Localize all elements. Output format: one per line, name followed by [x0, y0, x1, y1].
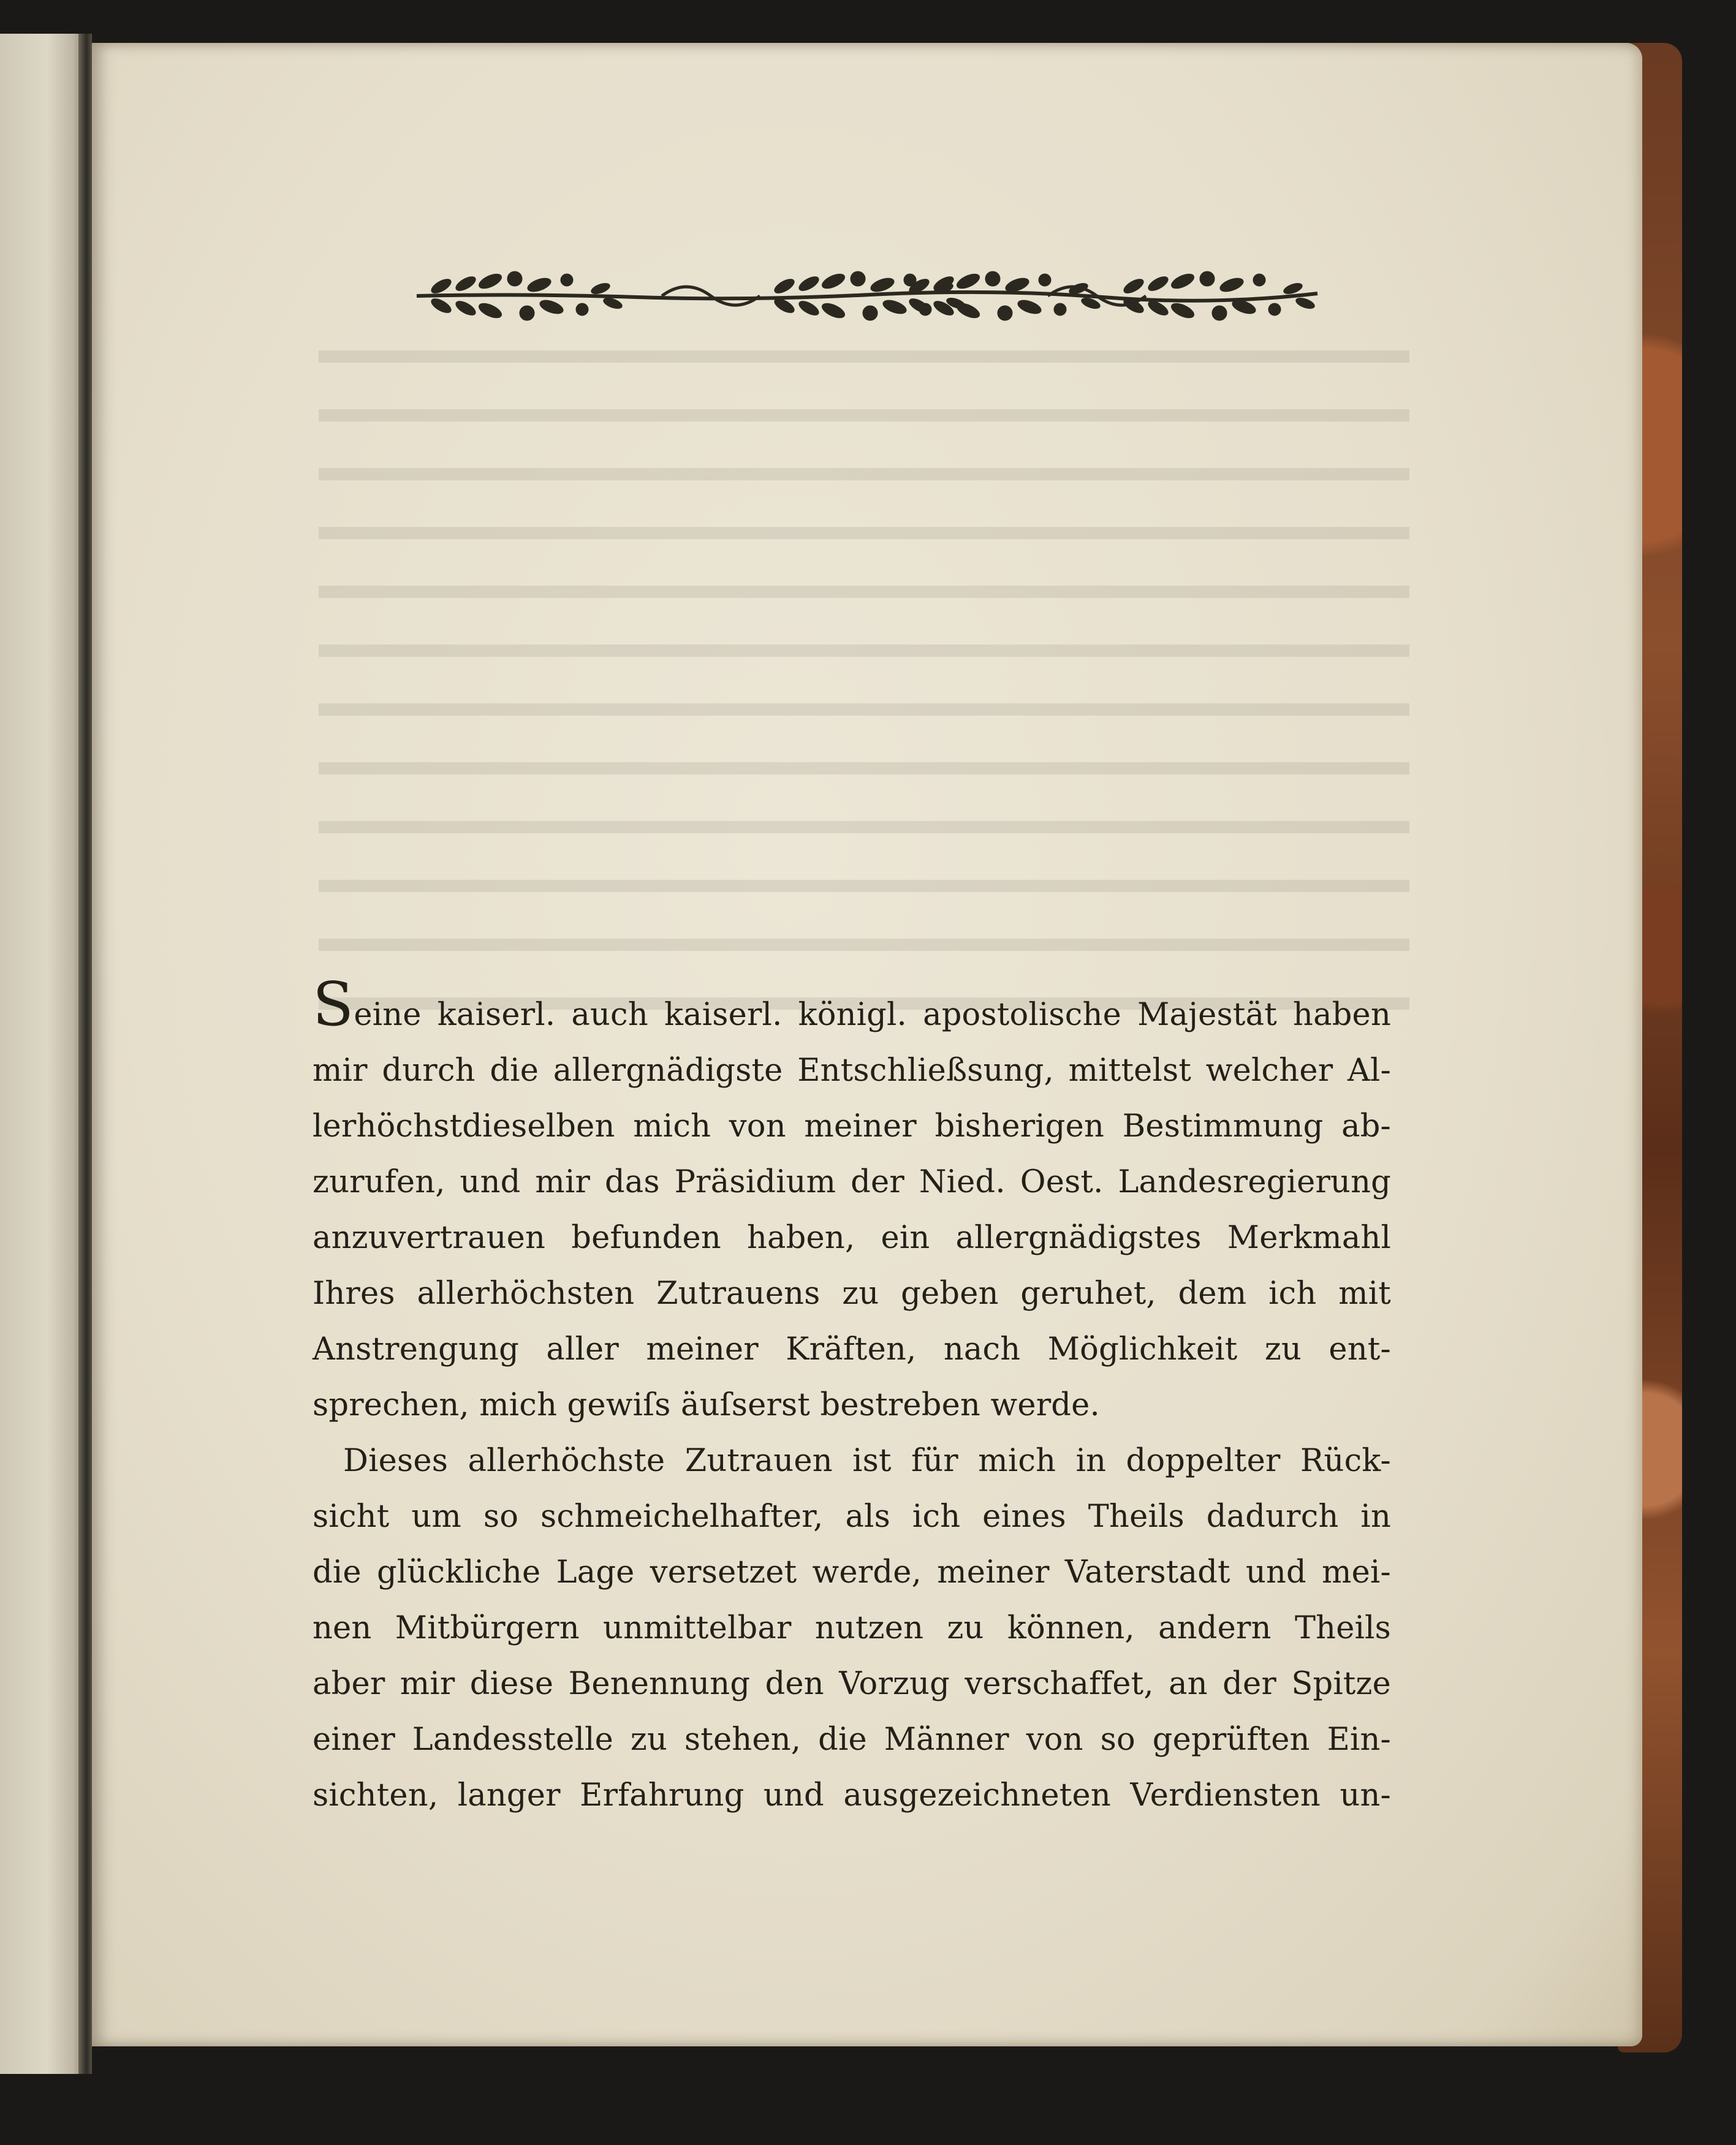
paragraph-1 [313, 970, 1391, 1433]
previous-page-edge [0, 34, 86, 2074]
text-line: lerhöchstdieselben mich von meiner bisherigen Bestimmung ab- [313, 1108, 1391, 1144]
line-text: eine kaiserl. auch kaiserl. königl. apostolische Majestät haben [354, 997, 1391, 1033]
text-line: anzuvertrauen befunden haben, ein allergnädigstes Merkmahl [313, 1220, 1391, 1256]
floral-vignette-icon [404, 254, 1330, 334]
drop-initial: S [313, 970, 354, 1040]
text-line: sprechen, mich gewiſs äuſserst bestreben werde. [313, 1387, 1100, 1423]
text-line: zurufen, und mir das Präsidium der Nied. Oest. Landesregierung [313, 1164, 1391, 1200]
text-line [313, 970, 1391, 1043]
text-line: Dieses allerhöchste Zutrauen ist für mich in doppelter Rück- [343, 1443, 1391, 1479]
text-line: einer Landesstelle zu stehen, die Männer von so geprüften Ein- [313, 1722, 1391, 1758]
paragraph-2 [313, 1433, 1391, 1823]
text-line: aber mir diese Benennung den Vorzug verschaffet, an der Spitze [313, 1666, 1391, 1702]
text-line: Ihres allerhöchsten Zutrauens zu geben geruhet, dem ich mit [313, 1276, 1391, 1312]
text-line: mir durch die allergnädigste Entschließsung, mittelst welcher Al- [313, 1053, 1391, 1089]
text-line: sicht um so schmeichelhafter, als ich eines Theils dadurch in [313, 1499, 1391, 1535]
book-gutter [78, 34, 92, 2074]
bleed-through-text [319, 319, 1409, 1017]
text-line: nen Mitbürgern unmittelbar nutzen zu können, andern Theils [313, 1610, 1391, 1646]
text-line: Anstrengung aller meiner Kräften, nach Möglichkeit zu ent- [313, 1331, 1391, 1368]
text-line: die glückliche Lage versetzet werde, meiner Vaterstadt und mei- [313, 1554, 1391, 1591]
text-line: sichten, langer Erfahrung und ausgezeichneten Verdiensten un- [313, 1777, 1391, 1814]
body-text [313, 970, 1391, 1823]
